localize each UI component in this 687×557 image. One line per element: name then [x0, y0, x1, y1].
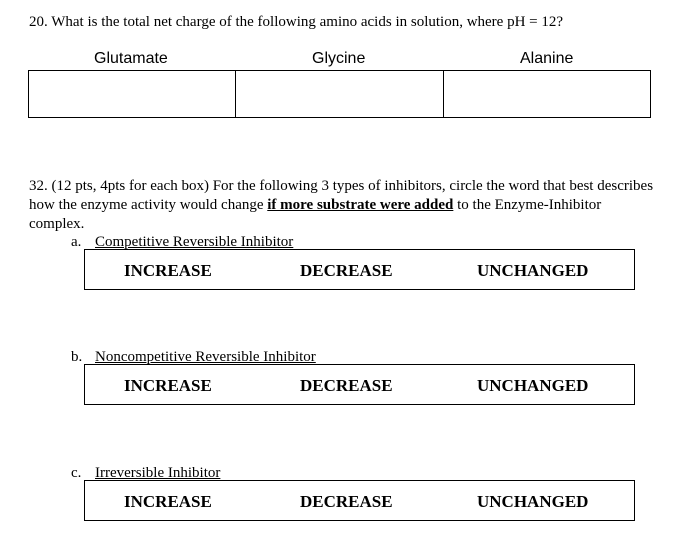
column-header-glutamate: Glutamate: [94, 50, 168, 67]
question-32-emphasis: if more substrate were added: [267, 197, 454, 213]
question-32-text: [29, 177, 659, 234]
part-b-unchanged-option[interactable]: UNCHANGED: [477, 376, 589, 395]
part-a-choice-box: [84, 249, 635, 290]
part-b-decrease-option[interactable]: DECREASE: [300, 376, 393, 395]
part-c-unchanged-option[interactable]: UNCHANGED: [477, 492, 589, 511]
answer-table: [28, 70, 651, 118]
part-a-decrease-option[interactable]: DECREASE: [300, 261, 393, 280]
part-a-increase-option[interactable]: INCREASE: [124, 261, 212, 280]
part-b-increase-option[interactable]: INCREASE: [124, 376, 212, 395]
part-c-increase-option[interactable]: INCREASE: [124, 492, 212, 511]
question-32-intro: 32. (12 pts, 4pts for each box) For the following 3 types of inhibitors, circle the word that best describes how the enzyme activity would change: [29, 178, 654, 213]
part-c-title: Irreversible Inhibitor: [95, 465, 221, 481]
answer-cell-glycine[interactable]: [235, 71, 442, 117]
part-a-title: Competitive Reversible Inhibitor: [95, 234, 294, 250]
part-b-letter: b.: [71, 349, 83, 365]
column-header-alanine: Alanine: [520, 50, 574, 67]
question-32-ending: to the Enzyme-Inhibitor complex.: [29, 197, 602, 232]
answer-cell-glutamate[interactable]: [29, 71, 235, 117]
part-c-letter: c.: [71, 465, 82, 481]
part-a-unchanged-option[interactable]: UNCHANGED: [477, 261, 589, 280]
part-c-decrease-option[interactable]: DECREASE: [300, 492, 393, 511]
answer-cell-alanine[interactable]: [443, 71, 650, 117]
column-header-glycine: Glycine: [312, 50, 366, 67]
part-b-choice-box: [84, 364, 635, 405]
part-a-letter: a.: [71, 234, 82, 250]
question-20-text: 20. What is the total net charge of the following amino acids in solution, where pH = 12?: [29, 14, 564, 30]
part-b-title: Noncompetitive Reversible Inhibitor: [95, 349, 316, 365]
part-c-choice-box: [84, 480, 635, 521]
